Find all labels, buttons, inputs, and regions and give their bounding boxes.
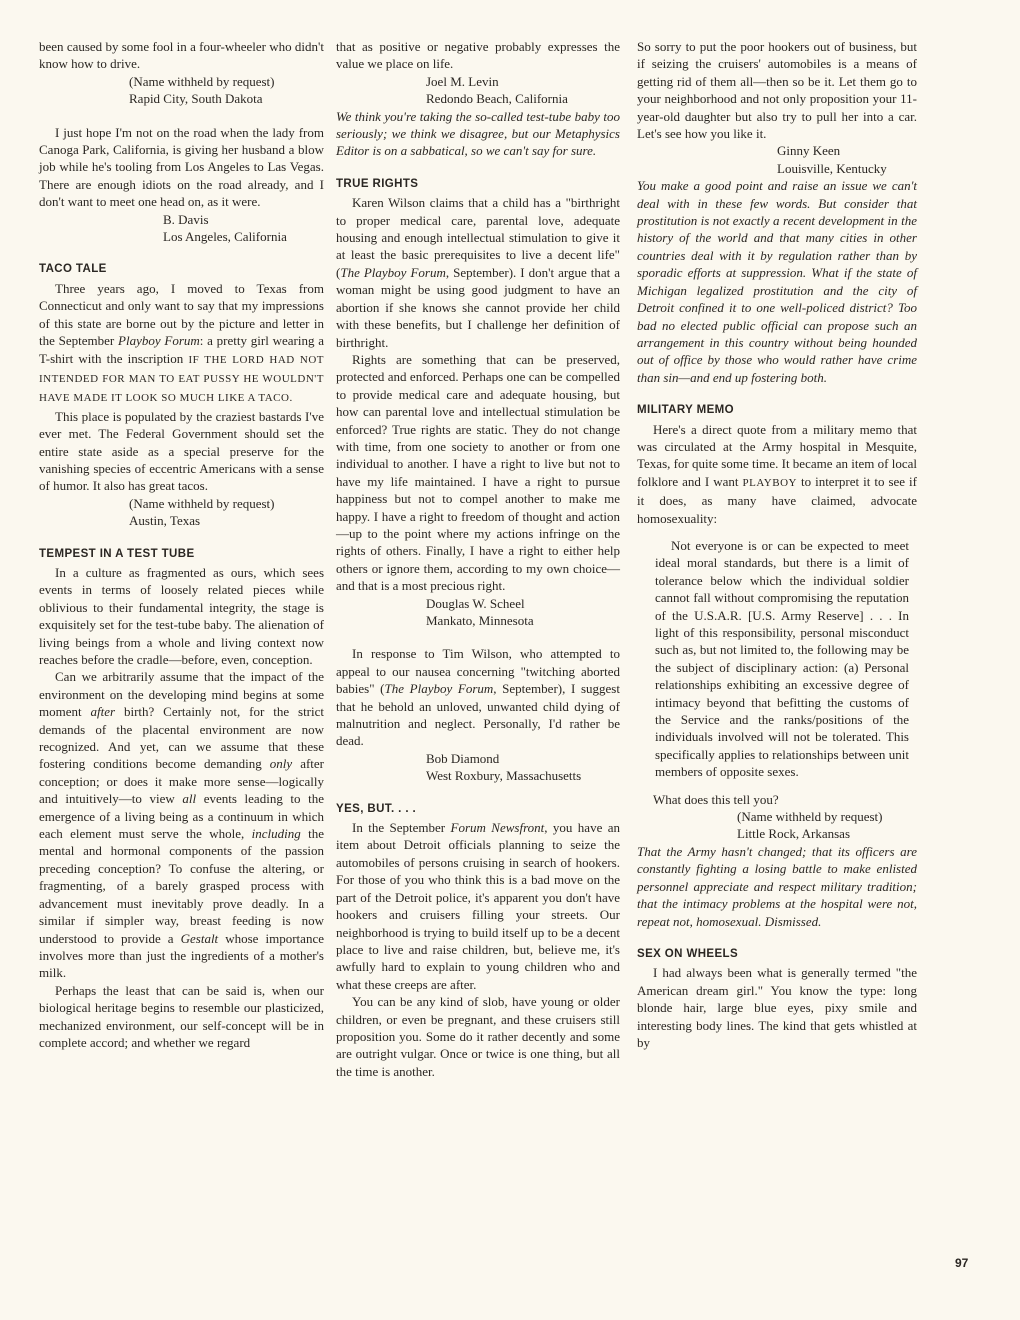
signature-place: West Roxbury, Massachusetts [426, 768, 582, 784]
signature-name: (Name withheld by request) [129, 73, 275, 89]
signature-name: B. Davis [163, 211, 209, 227]
section-heading-military-memo: MILITARY MEMO [637, 404, 734, 417]
signature-place: Little Rock, Arkansas [737, 826, 851, 842]
section-heading-taco-tale: TACO TALE [39, 263, 107, 276]
letter-body: In a culture as fragmented as ours, which sees events in terms of loosely related pieces while oblivious to their fundamental integrity, the stage is exquisitely set for the test-tube baby. The alienation of living beings from a whole and living context now reaches before the cradle—before, even, conception. [39, 564, 324, 667]
signature-name: Joel M. Levin [426, 73, 499, 89]
memo-quote-text: Not everyone is or can be expected to meet ideal moral standards, but there is a limit of tolerance below which the individual soldier cannot fall without compromising the reputation of the U.S.A.R. [U.S. Army Reserve] . . . In light of this responsibility, personal misconduct such as, but not limited to, the following may be the subject of disciplinary action: (a) Personal relationships exhibiting an excessive degree of intimacy beyond that befitting the customs of the Service and the ranks/positions of the individuals involved will not be tolerated. This specifically applies to relationships between unit members of opposite sexes. [655, 537, 909, 780]
letter-body: In the September Forum Newsfront, you have an item about Detroit officials planning to seize the automobiles of persons cruising in search of hookers. For those of you who think this is a bad move on the part of the Detroit police, it's apparent you don't have hookers and cruisers filling your streets. Our neighborhood is trying to build itself up to be a decent place to live and raise children, but, believe me, it's awfully hard to explain to young children who and what these creeps are after. [336, 820, 621, 992]
signature-name: Douglas W. Scheel [426, 595, 525, 611]
signature-place: Louisville, Kentucky [777, 160, 887, 176]
signature-place: Rapid City, South Dakota [129, 91, 263, 107]
signature-place: Austin, Texas [129, 513, 201, 529]
section-heading-sex-on-wheels: SEX ON WHEELS [637, 947, 739, 960]
letter-body: This place is populated by the craziest bastards I've ever met. The Federal Government should set the entire state aside as a special preserve for the vanishing species of eccentric Americans with a sense of humor. It also has great tacos. [39, 408, 324, 494]
signature-name: (Name withheld by request) [129, 495, 275, 511]
column-1 [39, 38, 324, 1051]
letter-body: Here's a direct quote from a military memo that was circulated at the Army hospital in Mesquite, Texas, for quite some time. It became an item of local folklore and I want PLAYBOY to interpret it to see if it does, as many have claimed, advocate homosexuality: [637, 421, 917, 526]
editor-response: We think you're taking the so-called test-tube baby too seriously; we think we disagree, but our Metaphysics Editor is on a sabbatical, so we can't say for sure. [336, 108, 620, 159]
letter-body: Can we arbitrarily assume that the impact of the environment on the developing mind begins at some moment after birth? Certainly not, for the strict demands of the placental environment are now recognized. And yet, can we assume that these fostering conditions become demanding only after conception; or does it make more sense—logically and intuitively—to view all events leading to the emergence of a living being as a continuum in which each element must serve the whole, including the mental and hormonal components of the passion preceding conception? To confuse the altering, or fragmenting, of a barely grasped process with advancement must inevitably prove deadly. In a similar if simpler way, breast feeding is now understood to provide a Gestalt whose importance involves more than just the ingredients of a mother's milk. [39, 669, 325, 981]
letter-body: Perhaps the least that can be said is, when our biological heritage begins to resemble our plasticized, mechanized environment, our self-concept will be in complete accord; and whether we regard [39, 982, 324, 1050]
letter-body: I just hope I'm not on the road when the lady from Canoga Park, California, is giving her husband a blow job while he's tooling from Los Angeles to Las Vegas. There are enough idiots on the road already, and I don't want to meet one head on, as it were. [39, 124, 324, 210]
column-3 [637, 38, 917, 1051]
editor-response: You make a good point and raise an issue we can't deal with in these few words. But consider that prostitution is not exactly a recent development in the history of the world and that many cities in other countries deal with it by regulation rather than by sporadic efforts at suppression. What if the state of Michigan legalized prostitution and the city of Detroit confined it to one well-policed district? Too bad no elected public official can propose such an arrangement in this country without being hounded out of office by those who would rather have crime than sin—and end up fostering both. [637, 178, 917, 385]
letter-body: Rights are something that can be preserved, protected and enforced. Perhaps one can be compelled to provide medical care and adequate housing, but how can parental love and intellectual stimulation be enforced? True rights are static. They do not change with time, from one society to another or from one individual to another. I have a right to live but not to have my life maintained. I have a right to pursue happiness but not to compel another to make me happy. I have a right to freedom of thought and action—up to the point where my actions infringe on the rights of others. Finally, I have a right to either help others or ignore them, according to my own choice—and that is a most precious right. [336, 351, 620, 594]
signature-name: Ginny Keen [777, 143, 841, 159]
letter-continuation: that as positive or negative probably expresses the value we place on life. [336, 39, 620, 72]
column-2 [336, 38, 620, 1080]
section-heading-yes-but: YES, BUT. . . . [336, 802, 417, 815]
section-heading-tempest: TEMPEST IN A TEST TUBE [39, 547, 195, 560]
letter-body: In response to Tim Wilson, who attempted to appeal to our nausea concerning "twitching aborted babies" (The Playboy Forum, September), I suggest that he behold an unloved, unwanted child dying of malnutrition and neglect. Personally, I'd rather be dead. [336, 646, 620, 749]
signature-name: Bob Diamond [426, 750, 500, 766]
letter-continuation: been caused by some fool in a four-wheeler who didn't know how to drive. [39, 39, 324, 72]
signature-place: Mankato, Minnesota [426, 613, 534, 628]
letter-body: What does this tell you? [653, 791, 779, 807]
signature-name: (Name withheld by request) [737, 809, 883, 825]
letter-body: Karen Wilson claims that a child has a "birthright to proper medical care, parental love, adequate housing and enough intellectual stimulation to give it at least the basic prerequisites to live a decent life" (The Playboy Forum, September). I don't argue that a woman might be using good judgment to have an abortion if she knows she cannot provide her child with these benefits, but I challenge her definition of birthright. [336, 195, 620, 350]
signature-place: Los Angeles, California [163, 229, 287, 245]
page-number: 97 [955, 1256, 969, 1270]
memo-quote [637, 537, 917, 781]
section-heading-true-rights: TRUE RIGHTS [336, 177, 419, 190]
letter-body: You can be any kind of slob, have young or older children, or even be pregnant, and these cruisers still proposition you. Some do it rather decently and some are outright vulgar. Once or twice is one thing, but all the time is another. [336, 994, 620, 1079]
signature-place: Redondo Beach, California [426, 91, 568, 107]
letter-body: Three years ago, I moved to Texas from Connecticut and only want to say that my impressions of this state are borne out by the picture and letter in the September Playboy Forum: a pretty girl wearing a T-shirt with the inscription IF THE LORD HAD NOT INTENDED FOR MAN TO EAT PUSSY HE WOULDN'T HAVE MADE IT LOOK SO MUCH LIKE A TACO. [39, 280, 324, 405]
letter-continuation: So sorry to put the poor hookers out of business, but if seizing the cruisers' automobiles is a means of getting rid of them all—then so be it. Let them go to your neighborhood and not only proposition your 11-year-old daughter but also try to pull her into a car. Let's see how you like it. [637, 39, 917, 142]
letter-body: I had always been what is generally termed "the American dream girl." You know the type: long blonde hair, large blue eyes, pixy smile and interesting body lines. The kind that gets whistled at by [637, 965, 917, 1050]
editor-response: That the Army hasn't changed; that its officers are constantly fighting a losing battle to make enlisted personnel appreciate and respect military tradition; that the intimacy problems at the hospital were not, repeat not, homosexual. Dismissed. [637, 843, 917, 929]
